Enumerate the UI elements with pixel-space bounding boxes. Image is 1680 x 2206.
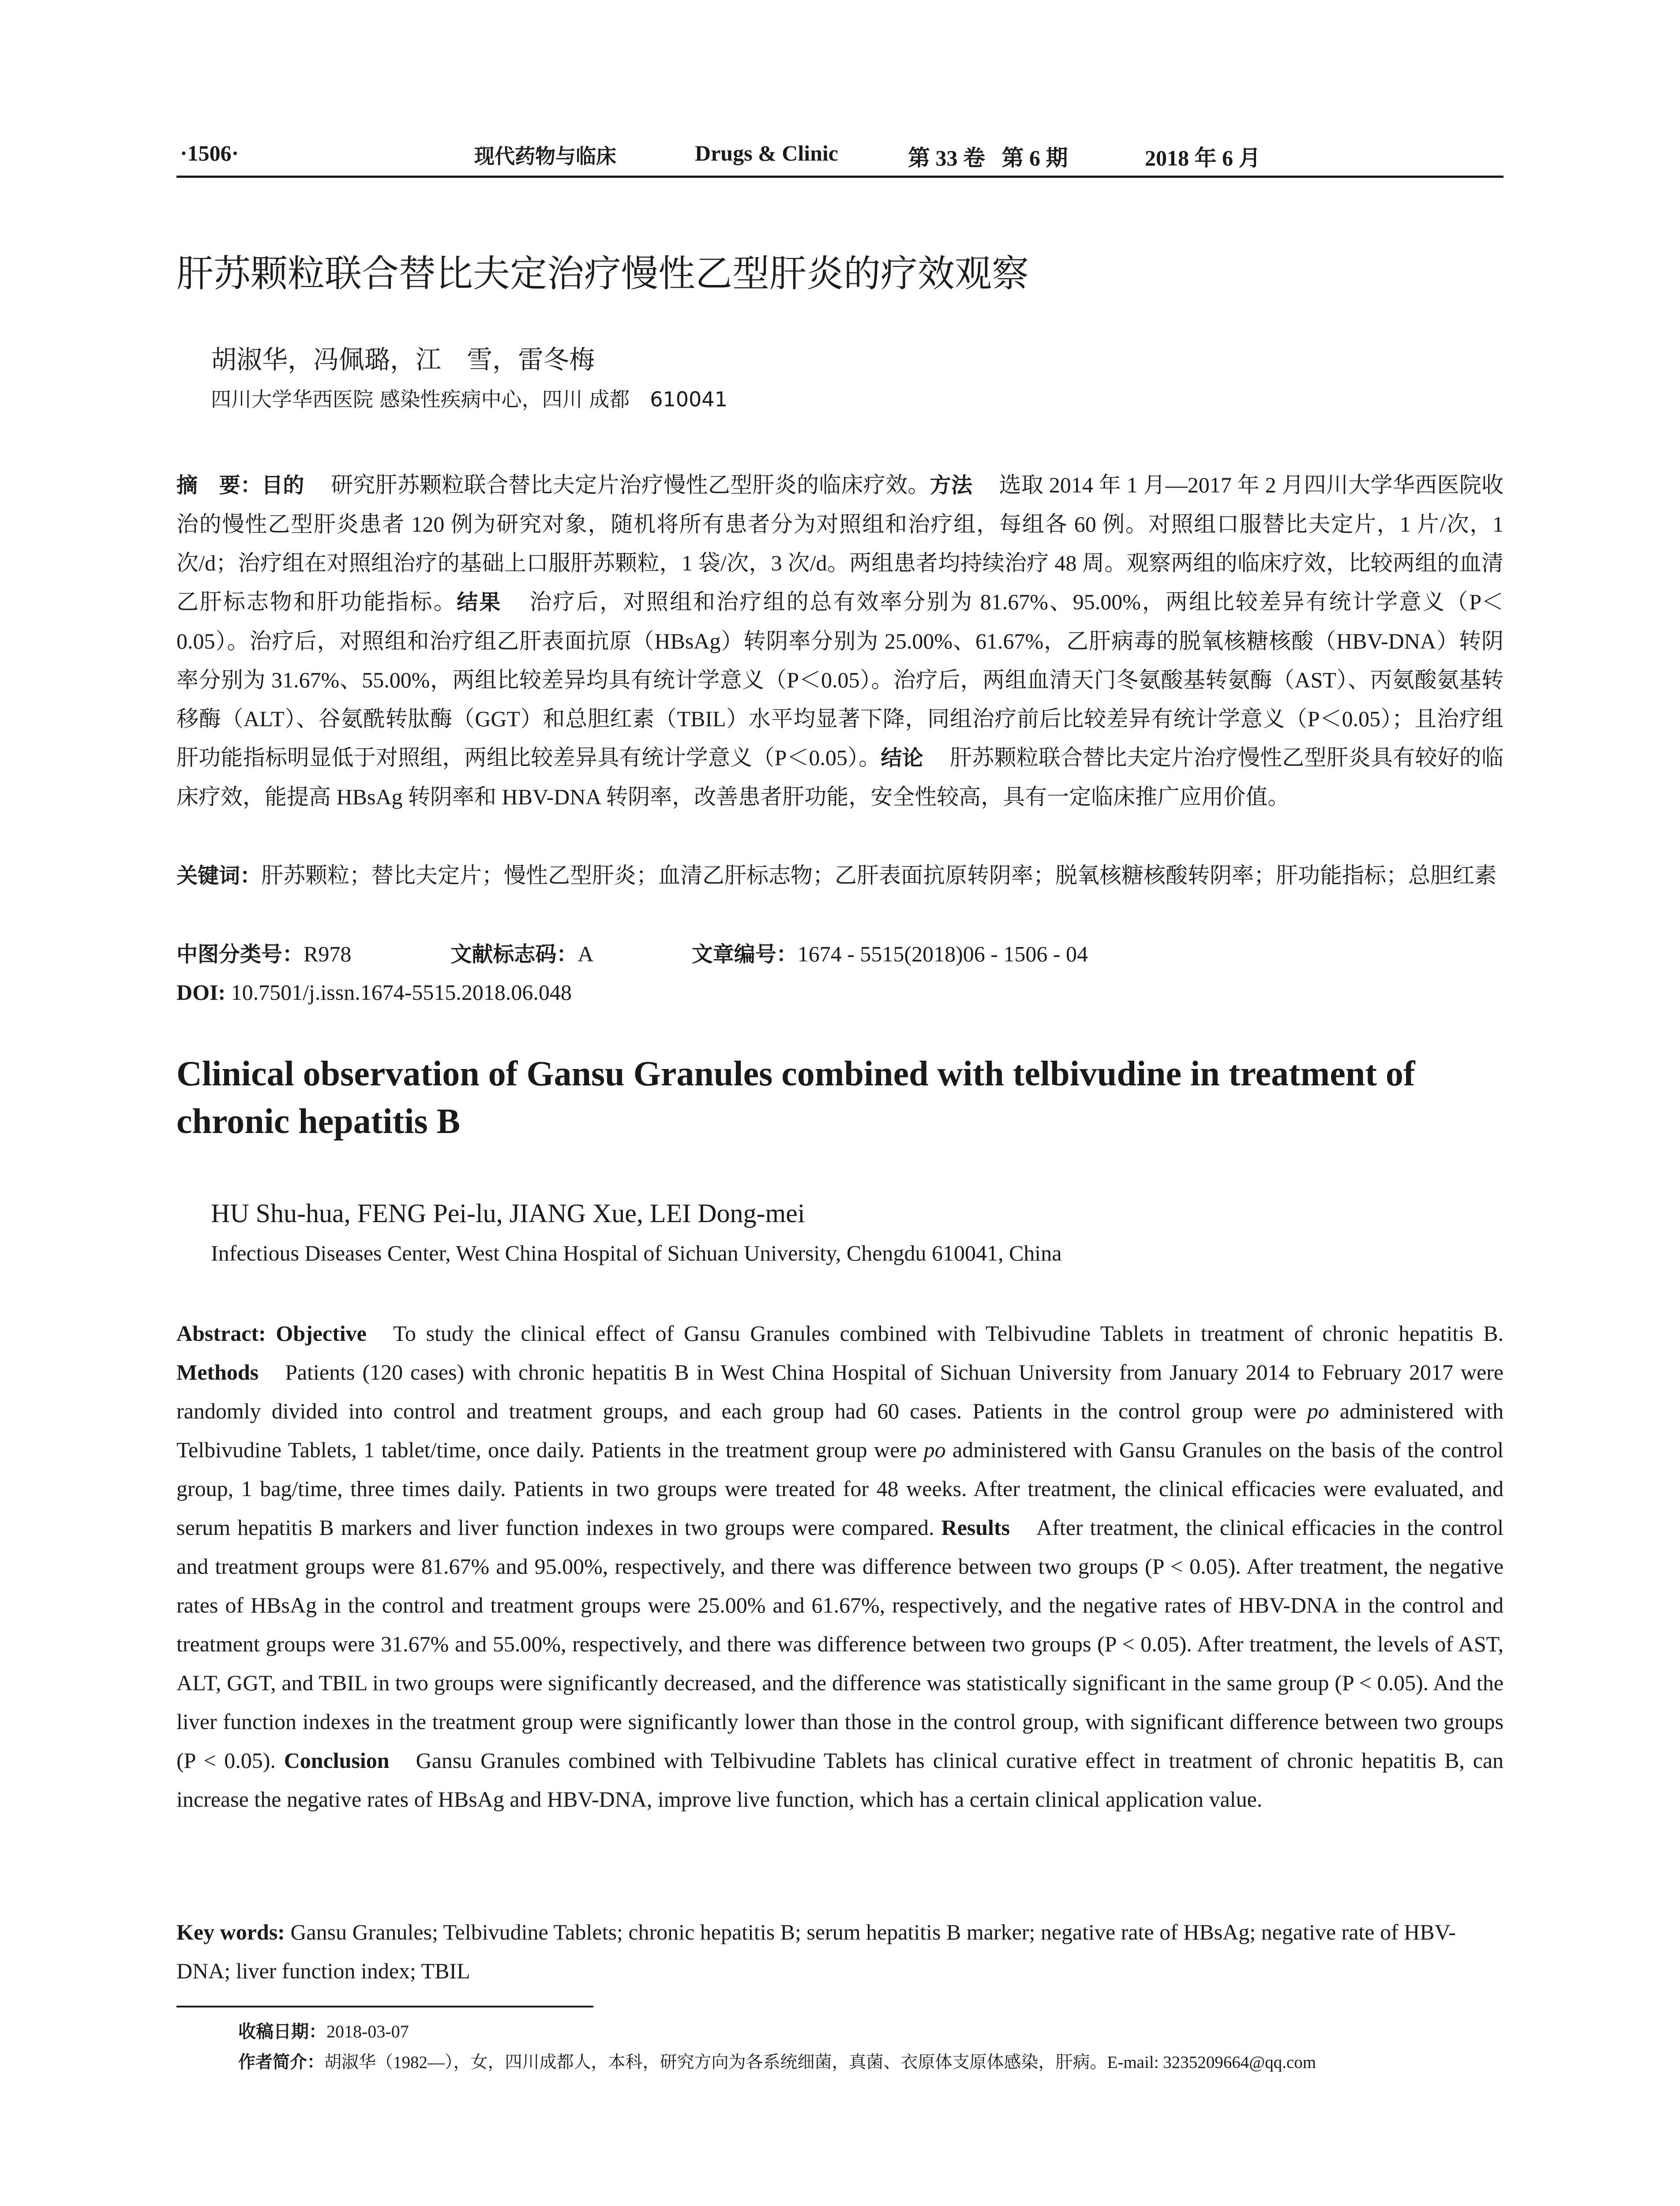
keywords-text-en: Gansu Granules; Telbivudine Tablets; chronic hepatitis B; serum hepatitis B marker; negative rate of HBsAg; negative rate of HBV-DNA; liver function index; TBIL	[176, 1920, 1456, 1983]
objective-text-cn: 研究肝苏颗粒联合替比夫定片治疗慢性乙型肝炎的临床疗效。	[330, 473, 930, 497]
results-text-en: After treatment, the clinical efficacies in the control and treatment groups were 81.67% and 95.00%, respectively, and there was difference between two groups (P < 0.05). After treatment, the negative rates of HBsAg in the control and treatment groups were 25.00% and 61.67%, respectively, and the negative rates of HBV-DNA in the control and treatment groups were 31.67% and 55.00%, respectively, and there was difference between two groups (P < 0.05). After treatment, the levels of AST, ALT, GGT, and TBIL in two groups were significantly decreased, and the difference was statistically significant in the same group (P < 0.05). And the liver function indexes in the treatment group were significantly lower than those in the control group, with significant difference between two groups (P < 0.05).	[176, 1515, 1504, 1773]
issue-date: 2018 年 6 月	[1145, 146, 1261, 170]
doc-code-value: A	[578, 942, 592, 966]
title-cn: 肝苏颗粒联合替比夫定治疗慢性乙型肝炎的疗效观察	[176, 252, 1029, 295]
methods-label-en: Methods	[176, 1360, 259, 1384]
received-date	[238, 2018, 409, 2045]
affiliation-en: Infectious Diseases Center, West China Hospital of Sichuan University, Chengdu 610041, China	[211, 1241, 1062, 1265]
abstract-en	[176, 1314, 1504, 1819]
objective-text-en: To study the clinical effect of Gansu Granules combined with Telbivudine Tablets in treatment of chronic hepatitis B.	[393, 1321, 1504, 1346]
author-info	[238, 2049, 1316, 2076]
abstract-label-en: Abstract:	[176, 1321, 266, 1346]
keywords-label-cn: 关键词：	[176, 863, 262, 888]
conclusion-text-cn: 肝苏颗粒联合替比夫定片治疗慢性乙型肝炎具有较好的临床疗效，能提高 HBsAg 转阴率和 HBV-DNA 转阴率，改善患者肝功能，安全性较高，具有一定临床推广应用价值。	[176, 745, 1504, 809]
objective-label-cn: 目的	[262, 473, 304, 498]
footnote-rule	[176, 2006, 593, 2007]
po-abbrev: po	[923, 1437, 946, 1462]
doi-value: 10.7501/j.issn.1674-5515.2018.06.048	[231, 980, 572, 1005]
received-value: 2018-03-07	[326, 2022, 409, 2041]
clc-label: 中图分类号：	[176, 942, 304, 967]
keywords-en	[176, 1913, 1504, 1990]
authors-en: HU Shu-hua, FENG Pei-lu, JIANG Xue, LEI Dong-mei	[211, 1199, 805, 1228]
results-label-en: Results	[941, 1515, 1010, 1540]
conclusion-text-en: Gansu Granules combined with Telbivudine Tablets has clinical curative effect in treatment of chronic hepatitis B, can increase the negative rates of HBsAg and HBV-DNA, improve live function, which has a certain clinical application value.	[176, 1748, 1504, 1812]
doc-code-label: 文献标志码：	[450, 942, 578, 967]
affiliation-cn: 四川大学华西医院 感染性疾病中心，四川 成都 610041	[211, 387, 728, 411]
abstract-label-cn: 摘 要：	[176, 473, 262, 498]
author-info-label: 作者简介：	[238, 2052, 325, 2072]
methods-text-en-2: administered with Telbivudine Tablets, 1 tablet/time, once daily. Patients in the treatment group were	[176, 1399, 1504, 1462]
volume-issue: 第 33 卷 第 6 期	[908, 146, 1068, 170]
article-no-label: 文章编号：	[691, 942, 798, 967]
received-label: 收稿日期：	[238, 2022, 326, 2042]
objective-label-en: Objective	[276, 1321, 367, 1346]
journal-name-en: Drugs & Clinic	[695, 141, 838, 165]
title-en: Clinical observation of Gansu Granules combined with telbivudine in treatment of chronic hepatitis B	[176, 1054, 1415, 1141]
abstract-cn	[176, 465, 1504, 816]
methods-label-cn: 方法	[930, 473, 973, 498]
methods-text-en-1: Patients (120 cases) with chronic hepatitis B in West China Hospital of Sichuan University from January 2014 to February 2017 were randomly divided into control and treatment groups, and each group had 60 cases. Patients in the control group were	[176, 1360, 1504, 1423]
keywords-cn	[176, 856, 1504, 895]
po-abbrev: po	[1307, 1399, 1329, 1423]
article-no-value: 1674 - 5515(2018)06 - 1506 - 04	[797, 942, 1088, 966]
header-rule	[176, 176, 1504, 178]
methods-text-cn: 选取 2014 年 1 月—2017 年 2 月四川大学华西医院收治的慢性乙型肝炎患者 120 例为研究对象，随机将所有患者分为对照组和治疗组，每组各 60 例。对照组口服替比夫定片，1 片/次，1 次/d；治疗组在对照组治疗的基础上口服肝苏颗粒，1 袋/次，3 次/d。两组患者均持续治疗 48 周。观察两组的临床疗效，比较两组的血清乙肝标志物和肝功能指标。	[176, 473, 1504, 614]
author-info-text: 胡淑华（1982—），女，四川成都人，本科，研究方向为各系统细菌，真菌、衣原体支原体感染，肝病。E-mail: 3235209664@qq.com	[324, 2053, 1316, 2072]
keywords-label-en: Key words:	[176, 1920, 285, 1944]
authors-cn: 胡淑华，冯佩璐，江 雪，雷冬梅	[211, 345, 595, 375]
classification-line	[176, 934, 1088, 974]
conclusion-label-cn: 结论	[881, 746, 923, 770]
keywords-text-cn: 肝苏颗粒；替比夫定片；慢性乙型肝炎；血清乙肝标志物；乙肝表面抗原转阴率；脱氧核糖核酸转阴率；肝功能指标；总胆红素	[261, 863, 1497, 888]
results-label-cn: 结果	[457, 590, 502, 615]
clc-value: R978	[304, 942, 352, 966]
methods-text-en-3: administered with Gansu Granules on the basis of the control group, 1 bag/time, three times daily. Patients in two groups were treated for 48 weeks. After treatment, the clinical efficacies were evaluated, and serum hepatitis B markers and liver function indexes in two groups were compared.	[176, 1437, 1504, 1540]
conclusion-label-en: Conclusion	[284, 1748, 390, 1773]
page-number: ·1506·	[180, 141, 239, 165]
results-text-cn: 治疗后，对照组和治疗组的总有效率分别为 81.67%、95.00%，两组比较差异有统计学意义（P＜0.05）。治疗后，对照组和治疗组乙肝表面抗原（HBsAg）转阴率分别为 25.00%、61.67%，乙肝病毒的脱氧核糖核酸（HBV-DNA）转阴率分别为 31.67%、55.00%，两组比较差异均具有统计学意义（P＜0.05）。治疗后，两组血清天门冬氨酸基转氨酶（AST）、丙氨酸氨基转移酶（ALT）、谷氨酰转肽酶（GGT）和总胆红素（TBIL）水平均显著下降，同组治疗前后比较差异有统计学意义（P＜0.05）；且治疗组肝功能指标明显低于对照组，两组比较差异具有统计学意义（P＜0.05）。	[176, 589, 1504, 770]
doi-line	[176, 973, 572, 1012]
journal-name-cn: 现代药物与临床	[474, 144, 616, 168]
doi-label: DOI:	[176, 980, 226, 1005]
